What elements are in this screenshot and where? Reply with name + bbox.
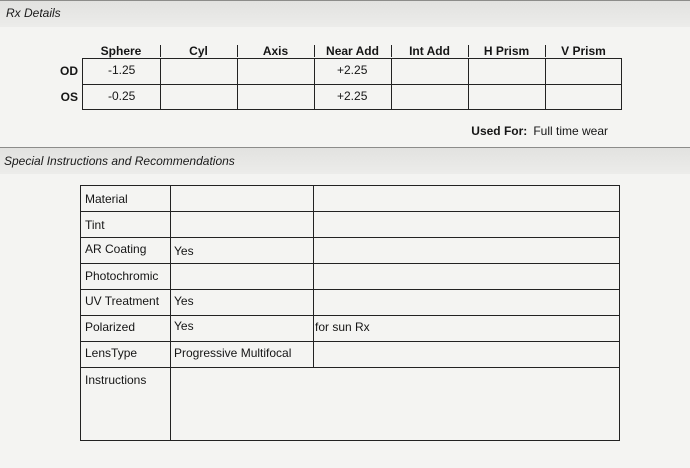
inst-grid-line xyxy=(81,289,619,290)
rx-details-title: Rx Details xyxy=(6,6,61,20)
inst-label-photochromic: Photochromic xyxy=(85,269,159,283)
inst-value-lens-type: Progressive Multifocal xyxy=(174,346,292,360)
header-int-add: Int Add xyxy=(409,44,450,58)
inst-label-ar-coating: AR Coating xyxy=(85,242,147,256)
inst-label-material: Material xyxy=(85,192,128,206)
inst-grid-line xyxy=(81,263,619,264)
inst-grid-line xyxy=(81,367,619,368)
header-divider xyxy=(468,45,469,57)
inst-label-lens-type: LensType xyxy=(85,346,138,360)
os-near-add: +2.25 xyxy=(337,89,368,103)
header-sphere: Sphere xyxy=(100,44,142,58)
inst-label-tint: Tint xyxy=(85,218,105,232)
rx-grid-line xyxy=(82,109,622,110)
od-sphere: -1.25 xyxy=(108,63,136,77)
header-divider xyxy=(237,45,238,57)
rx-grid-line xyxy=(468,58,469,110)
rx-grid-line xyxy=(160,58,161,110)
header-divider xyxy=(314,45,315,57)
special-instructions-title: Special Instructions and Recommendations xyxy=(4,154,235,168)
rx-table xyxy=(0,44,690,110)
header-divider xyxy=(545,45,546,57)
inst-grid-line xyxy=(81,237,619,238)
rx-grid-line xyxy=(82,84,622,85)
header-cyl: Cyl xyxy=(189,44,208,58)
header-h-prism: H Prism xyxy=(483,44,530,58)
rx-grid-line xyxy=(314,58,315,110)
inst-grid-line xyxy=(81,315,619,316)
rx-grid-line xyxy=(391,58,392,110)
header-divider xyxy=(391,45,392,57)
os-sphere: -0.25 xyxy=(108,89,136,103)
inst-label-instructions: Instructions xyxy=(85,373,147,387)
inst-label-uv-treatment: UV Treatment xyxy=(85,294,160,308)
rx-grid-line xyxy=(621,58,622,110)
inst-grid-line xyxy=(170,186,171,440)
header-near-add: Near Add xyxy=(326,44,379,58)
header-axis: Axis xyxy=(262,44,289,58)
rx-grid-line xyxy=(237,58,238,110)
row-label-os: OS xyxy=(60,90,78,104)
header-v-prism: V Prism xyxy=(561,44,606,58)
rx-grid-line xyxy=(82,58,83,110)
od-near-add: +2.25 xyxy=(337,63,368,77)
row-label-od: OD xyxy=(60,64,78,78)
used-for-label: Used For: xyxy=(471,124,528,138)
instructions-table xyxy=(80,185,620,441)
inst-grid-line xyxy=(81,341,619,342)
inst-label-polarized: Polarized xyxy=(85,320,136,334)
special-instructions-bar xyxy=(0,147,690,174)
rx-grid-line xyxy=(545,58,546,110)
inst-grid-line xyxy=(313,186,314,367)
inst-value-ar-coating: Yes xyxy=(174,244,194,258)
rx-grid-line xyxy=(82,58,622,59)
used-for xyxy=(471,124,608,138)
rx-details-bar xyxy=(0,0,690,27)
used-for-value: Full time wear xyxy=(533,124,608,138)
inst-value-polarized: Yes xyxy=(174,319,194,333)
inst-grid-line xyxy=(81,211,619,212)
header-divider xyxy=(160,45,161,57)
inst-note-polarized: for sun Rx xyxy=(315,320,370,334)
inst-value-uv-treatment: Yes xyxy=(174,294,194,308)
